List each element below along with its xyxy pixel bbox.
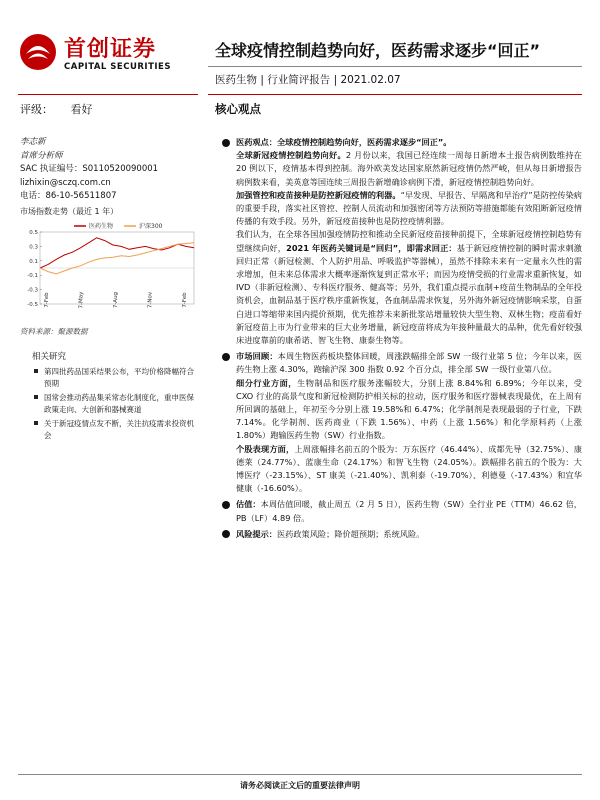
- header-divider: [208, 66, 582, 67]
- y-tick-label: 0.1: [29, 258, 38, 265]
- text: 基于新冠疫情控制的瞬时需求刺激回归正常（新冠检测、个人防护用品、呼吸监护等器械），虽然不排除未来有一定量永久性的需求增加，但未来总体需求大概率逐渐恢复到正常水平；而因为疫情受损的行业需求重新恢复，如 IVD（非新冠检测）、专科医疗服务、健高等；另外，我们重点提示血制+疫苗生物制品的全年投资机会，血制品基于医疗秩序重新恢复，各血制品需求恢复，另外海外新冠疫情影响采浆，自蛋白进口等缩带来国内提价预期，优先推荐未来新批浆站增量较快大型生物、双林生物；疫苗看好新冠疫苗上市为行业带来的巨大业务增量，新冠疫苗将成为年接种量最大的品种，优先看好较强床进度靠前的康希诺、智飞生物、康泰生物等。: [236, 242, 582, 346]
- paragraph: [236, 443, 582, 496]
- y-tick-label: -0.5: [27, 302, 38, 308]
- paragraph: [236, 498, 582, 524]
- paragraph: [236, 377, 582, 443]
- text: 我们认为，在全球各国加强疫情防控和推动全民新冠疫苗接种前提下，全球新冠疫情控制趋势有望继续向好，: [236, 229, 582, 253]
- text: 上周涨幅排名前五的个股为：万东医疗（46.44%）、成都先导（32.75%）、康德莱（24.77%）、蓝康生命（24.17%）和智飞生物（24.05%）。跌幅排名前五的个股为：大博医疗（-23.15%）、ST 康美（-21.40%）、凯利泰（-19.70%）、利德曼（-17.43%）和宜华健康（-16.60%）。: [236, 443, 582, 494]
- analyst-role: 首席分析师: [20, 150, 63, 161]
- industry-label: 医药生物: [215, 74, 257, 86]
- legend-label: 沪深300: [139, 223, 163, 230]
- x-tick-label: 7-Feb: [182, 292, 188, 308]
- report-date: 2021.02.07: [340, 74, 401, 86]
- report-title: 全球疫情控制趋势向好，医药需求逐步“回正”: [215, 41, 541, 60]
- meta-separator: |: [333, 74, 341, 86]
- bullet-icon: [222, 530, 230, 538]
- left-column-divider: [18, 94, 198, 95]
- chart-source: 资料来源：聚源数据: [20, 327, 88, 336]
- x-tick-label: 7-Aug: [113, 291, 119, 309]
- related-research-item[interactable]: 关于新冠疫情点发不断，关注抗疫需求投资机会: [34, 418, 194, 441]
- related-research-item[interactable]: 国常会推动药品集采常态化制度化，重申医保政策走向、大创新和器械赛道: [34, 392, 194, 415]
- bullet-icon: [222, 139, 230, 147]
- right-column-divider: [208, 94, 582, 95]
- text: “早发现、早报告、早隔离和早治疗”是防控传染病的重要手段，落实社区管控、控制人员流动和加强密闭等方法预防等措施都能有效阻断新冠疫情传播的有效手段。另外，新冠疫苗接种也是防控疫情利器。: [236, 189, 582, 227]
- rating-value: 看好: [70, 103, 93, 116]
- paragraph: [236, 350, 582, 376]
- chart-title: 市场指数走势（最近 1 年）: [20, 207, 119, 216]
- paragraph: [236, 136, 582, 149]
- y-tick-label: 0.5: [29, 230, 38, 236]
- series-line-0: [40, 238, 194, 268]
- core-view-section: [220, 498, 582, 524]
- text: 本周生物医药板块整体回暖，周涨跌幅排全部 SW 一级行业第 5 位；今年以来，医药生物上涨 4.30%，跑输沪深 300 指数 0.92 个百分点，排全部 SW 一级行业第八位。: [236, 351, 582, 375]
- bold-text: 细分行业方面，: [236, 377, 298, 388]
- bold-text: 全球新冠疫情控制趋势向好。: [236, 150, 346, 161]
- brand-name-en: CAPITAL SECURITIES: [64, 62, 171, 72]
- rating-label: 评级：: [20, 103, 53, 116]
- y-tick-label: -0.1: [27, 273, 38, 280]
- paragraph: [236, 149, 582, 189]
- analyst-email[interactable]: lizhixin@sczq.com.cn: [20, 177, 111, 188]
- footer-divider: [18, 774, 582, 775]
- brand-name-cn: 首创证券: [64, 37, 157, 62]
- rating: [20, 101, 93, 117]
- bullet-icon: [222, 501, 230, 509]
- bold-text: 医药观点：全球疫情控制趋势向好，医药需求逐步“回正”。: [236, 137, 452, 147]
- bold-text: 个股表现方面，: [236, 443, 295, 454]
- legend-label: 医药生物: [89, 223, 114, 230]
- brand-logo: [18, 30, 198, 82]
- meta-separator: |: [260, 74, 268, 86]
- core-view-section: [220, 528, 582, 541]
- footer-disclaimer: 请务必阅读正文后的重要法律声明: [240, 781, 360, 790]
- text: 本周估值回暖，截止周五（2 月 5 日），医药生物（SW）全行业 PE（TTM）46.62 倍，PB（LF）4.89 倍。: [236, 499, 582, 523]
- paragraph: [236, 528, 582, 541]
- core-view-heading: 核心观点: [215, 102, 261, 116]
- analyst-sac: SAC 执证编号：S0110520090001: [20, 164, 159, 174]
- related-research-heading: 相关研究: [32, 352, 67, 362]
- related-research-item[interactable]: 第四批药品国采结果公布，平均价格降幅符合预期: [34, 366, 194, 389]
- text: 2 月份以来，我国已经连续一周每日新增本土报告病例数维持在 20 例以下，疫情基本得到控制。海外欧美发达国家原然新冠疫情仍然严峻，但从每日新增报告病例数来看，美英意等国连续三周报告新增确诊病例下滑，新冠疫情控制趋势向好。: [236, 150, 582, 187]
- brand-mark-icon: [18, 32, 58, 72]
- paragraph: [236, 189, 582, 229]
- text: 生物制品和医疗服务涨幅较大，分别上涨 8.84%和 6.89%；今年以来，受 CXO 行业的高景气度和新冠检测防护相关标的拉动，医疗服务和医疗器械表现最优，在上周有所回调的基础上，年初至今分别上涨 19.58%和 6.47%；化学制剂是表现最弱的子行业，下跌 7.14%。化学制剂、医药商业（下跌 1.56%）、中药（上涨 1.56%）和化学原料药（上涨 1.80%）跑输医药生物（SW）行业指数。: [236, 377, 582, 441]
- bold-text: 加强管控和疫苗接种是防控新冠疫情的利器。: [236, 189, 401, 200]
- bold-text: 市场回顾：: [236, 351, 278, 362]
- bold-text: 风险提示：: [236, 528, 277, 539]
- paragraph: [236, 228, 582, 347]
- y-tick-label: -0.3: [27, 287, 38, 294]
- market-index-chart: [18, 218, 198, 318]
- y-tick-label: 0.3: [29, 244, 38, 251]
- bold-text: 估值：: [236, 499, 261, 510]
- analyst-info: [20, 136, 158, 204]
- core-view-body: [220, 136, 582, 544]
- x-tick-label: 7-Nov: [147, 291, 154, 309]
- x-tick-label: 7-Feb: [44, 292, 50, 308]
- report-meta: [215, 72, 401, 87]
- related-research-list: [34, 366, 194, 444]
- core-view-section: [220, 136, 582, 347]
- text: 医药政策风险；降价超预期；系统风险。: [276, 528, 425, 539]
- core-view-section: [220, 350, 582, 495]
- analyst-phone: 电话：86-10-56511807: [20, 191, 117, 201]
- report-type: 行业简评报告: [267, 74, 331, 86]
- analyst-name: 李志新: [20, 137, 46, 147]
- x-tick-label: 7-May: [78, 291, 85, 309]
- bold-text: 2021 年医药关键词是“回归”，即需求回正：: [286, 242, 457, 253]
- bullet-icon: [222, 353, 230, 361]
